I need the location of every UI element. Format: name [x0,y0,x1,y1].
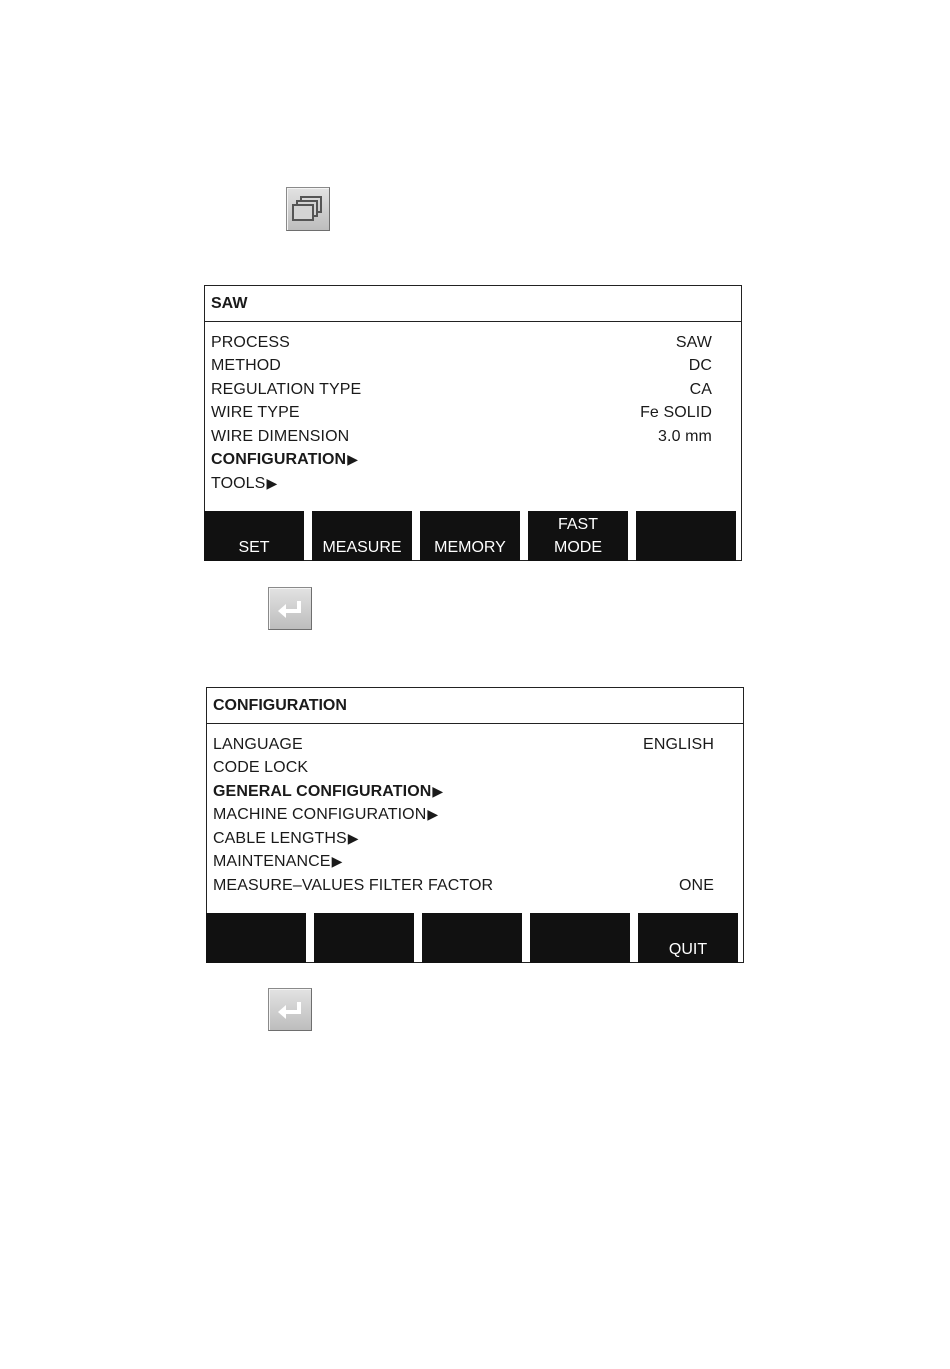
menu-item-value: Fe SOLID [640,404,712,422]
configuration-softkeys [206,913,738,963]
menu-item-value: ONE [679,876,714,894]
menu-item-label: WIRE DIMENSION [211,427,350,445]
menu-item-wire-type[interactable] [205,402,741,426]
menu-item-label: MAINTENANCE [213,853,331,871]
menu-item-value: 3.0 mm [658,427,712,445]
softkey-quit[interactable]: QUIT [638,913,738,963]
submenu-arrow-icon: ▶ [347,829,359,846]
menu-item-measure-values-filter-factor[interactable] [207,874,743,898]
menu-item-label: MEASURE–VALUES FILTER FACTOR [213,876,494,894]
submenu-arrow-icon: ▶ [432,782,444,799]
enter-icon[interactable] [268,988,312,1031]
menu-item-label: PROCESS [211,333,290,351]
submenu-arrow-icon: ▶ [347,451,359,468]
menu-item-label: CABLE LENGTHS [213,829,347,847]
softkey-fast-mode[interactable]: FAST MODE [528,511,628,561]
menu-item-regulation-type[interactable] [205,378,741,402]
menu-item-general-configuration[interactable] [207,780,743,804]
configuration-menu [207,724,743,898]
menu-item-value: ENGLISH [643,735,714,753]
menu-item-configuration[interactable] [205,449,741,473]
menu-item-label: CONFIGURATION [211,451,347,469]
menu-item-machine-configuration[interactable] [207,804,743,828]
softkey-blank[interactable] [530,913,630,963]
softkey-memory[interactable]: MEMORY [420,511,520,561]
softkey-set[interactable]: SET [204,511,304,561]
menu-item-label: METHOD [211,357,281,375]
menu-item-value: DC [688,357,712,375]
menu-item-label: MACHINE CONFIGURATION [213,806,427,824]
menu-item-process[interactable] [205,331,741,355]
configuration-screen [206,687,744,963]
menu-item-label: REGULATION TYPE [211,380,362,398]
menu-item-label: WIRE TYPE [211,404,300,422]
softkey-measure[interactable]: MEASURE [312,511,412,561]
menu-item-code-lock[interactable] [207,757,743,781]
submenu-arrow-icon: ▶ [266,474,278,491]
menu-item-wire-dimension[interactable] [205,425,741,449]
menu-item-tools[interactable] [205,472,741,496]
menu-item-cable-lengths[interactable] [207,827,743,851]
softkey-blank[interactable] [206,913,306,963]
configuration-screen-title: CONFIGURATION [207,688,743,724]
menu-item-value: CA [689,380,712,398]
enter-icon[interactable] [268,587,312,630]
saw-softkeys [204,511,736,561]
saw-screen [204,285,742,561]
menu-windows-icon[interactable] [286,187,330,231]
menu-item-language[interactable] [207,733,743,757]
submenu-arrow-icon: ▶ [427,806,439,823]
menu-item-label: TOOLS [211,474,266,492]
menu-item-value: SAW [675,333,712,351]
menu-item-maintenance[interactable] [207,851,743,875]
softkey-blank[interactable] [422,913,522,963]
menu-item-label: CODE LOCK [213,759,309,777]
menu-item-method[interactable] [205,355,741,379]
menu-item-label: LANGUAGE [213,735,303,753]
menu-item-label: GENERAL CONFIGURATION [213,782,432,800]
softkey-blank[interactable] [314,913,414,963]
saw-screen-title: SAW [205,286,741,322]
saw-menu [205,322,741,496]
submenu-arrow-icon: ▶ [331,853,343,870]
softkey-blank[interactable] [636,511,736,561]
